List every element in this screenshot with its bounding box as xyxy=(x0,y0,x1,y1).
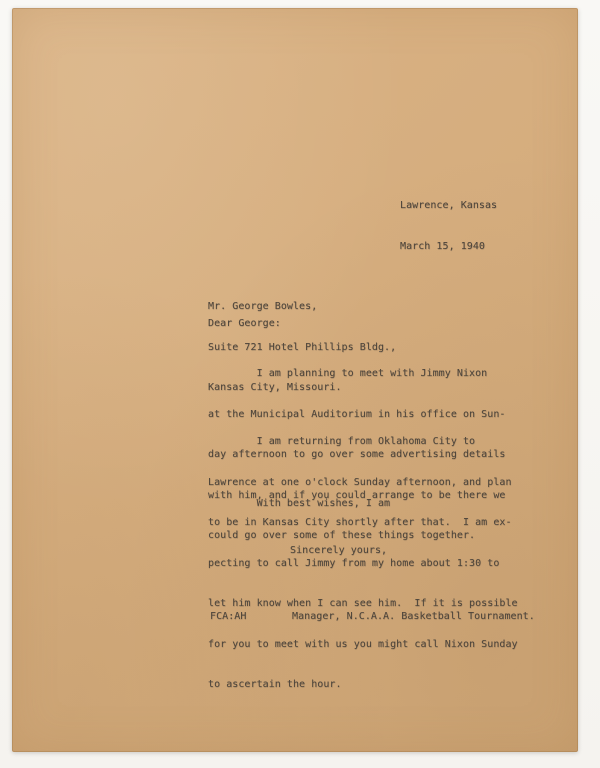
recipient-street: Suite 721 Hotel Phillips Bldg., xyxy=(208,341,397,353)
signature-title: Manager, N.C.A.A. Basketball Tournament. xyxy=(292,611,535,622)
dateline-date: March 15, 1940 xyxy=(400,240,485,252)
dateline-city: Lawrence, Kansas xyxy=(400,200,498,211)
salutation: Dear George: xyxy=(208,318,281,329)
paragraph-line: could go over some of these things together. xyxy=(208,530,476,541)
recipient-name: Mr. George Bowles, xyxy=(208,301,318,312)
paragraph-line: to ascertain the hour. xyxy=(208,679,342,690)
recipient-city: Kansas City, Missouri. xyxy=(208,382,342,393)
paragraph-line: with him, and if you could arrange to be there we xyxy=(208,489,506,501)
paragraph-line: to be in Kansas City shortly after that. I am ex- xyxy=(208,517,512,528)
dateline xyxy=(400,172,497,280)
paragraph-line: day afternoon to go over some advertising details xyxy=(208,449,506,460)
paragraph-line: for you to meet with us you might call Nixon Sunday xyxy=(208,638,518,650)
letter-page xyxy=(12,8,578,752)
reference-initials: FCA:AH xyxy=(210,611,247,622)
closing-line: With best wishes, I am xyxy=(208,498,391,509)
paragraph-line: let him know when I can see him. If it is possible xyxy=(208,598,518,609)
paragraph-line: at the Municipal Auditorium in his office on Sun- xyxy=(208,408,506,420)
paragraph-line: pecting to call Jimmy from my home about 1:30 to xyxy=(208,557,500,569)
signature-row xyxy=(210,610,550,664)
paragraph-line: Lawrence at one o'clock Sunday afternoon, and plan xyxy=(208,476,512,488)
paragraph-line: I am planning to meet with Jimmy Nixon xyxy=(208,368,488,379)
paragraph-2 xyxy=(208,408,518,719)
signoff: Sincerely yours, xyxy=(290,545,388,556)
paragraph-line: I am returning from Oklahoma City to xyxy=(208,436,476,447)
